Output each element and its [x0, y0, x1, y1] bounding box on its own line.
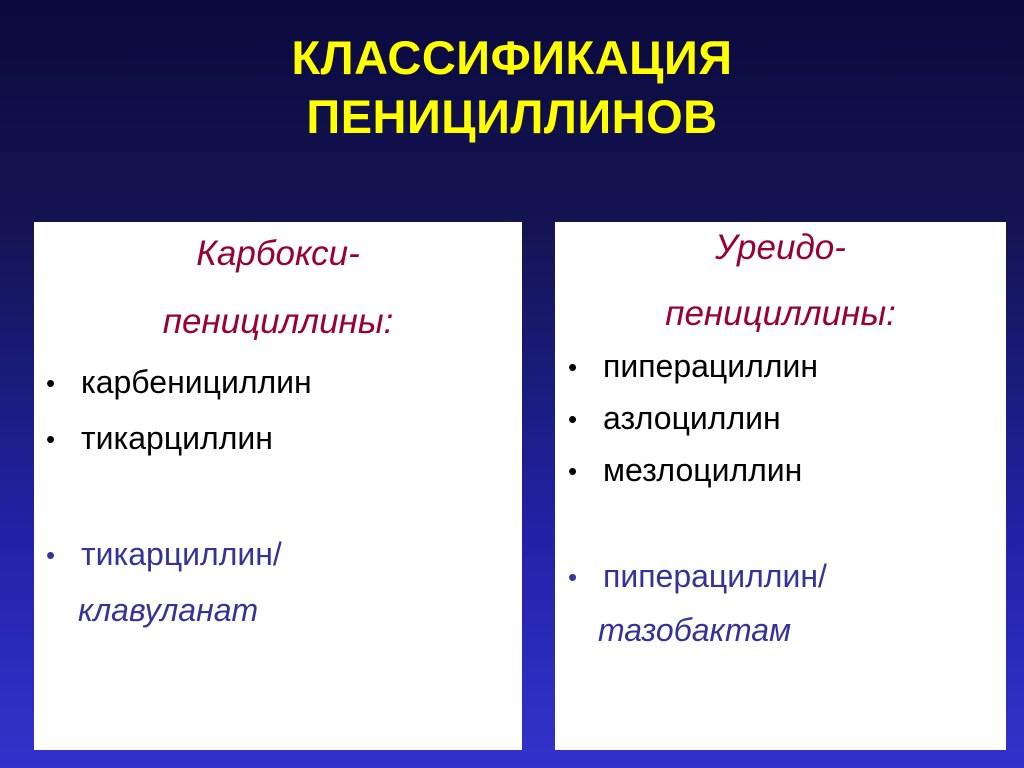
list-item: [568, 348, 819, 385]
title-line-1: КЛАССИФИКАЦИЯ: [291, 31, 733, 84]
list-item-label: мезлоциллин: [603, 452, 803, 488]
list-item-label: тикарциллин: [81, 420, 273, 456]
list-item-label: азлоциллин: [603, 400, 781, 436]
list-item-label: карбенициллин: [81, 364, 312, 400]
bullet-icon: •: [46, 424, 56, 454]
list-item-label: пиперациллин: [603, 348, 819, 384]
panel-heading-line-2: пенициллины:: [162, 302, 394, 341]
panel-heading-line-1: Уреидо-: [715, 228, 846, 267]
bullet-icon: •: [568, 456, 578, 486]
combination-item-label: пиперациллин/: [603, 558, 827, 594]
bullet-icon: •: [568, 404, 578, 434]
list-item: [568, 452, 803, 489]
list-item: [568, 400, 781, 437]
bullet-icon: •: [568, 562, 578, 592]
title-line-2: ПЕНИЦИЛЛИНОВ: [306, 90, 718, 143]
bullet-icon: •: [568, 352, 578, 382]
bullet-icon: •: [46, 368, 56, 398]
combination-item-continuation: клавуланат: [78, 592, 259, 628]
slide-title: [0, 28, 1024, 146]
ureido-penicillins-panel: [555, 222, 1006, 750]
list-item: [46, 420, 273, 457]
list-item: [46, 364, 312, 401]
combination-item-label: тикарциллин/: [81, 536, 282, 572]
carboxy-penicillins-panel: [34, 222, 522, 750]
panel-heading-line-2: пенициллины:: [665, 294, 896, 333]
bullet-icon: •: [46, 540, 56, 570]
combination-item: [46, 536, 282, 573]
combination-item-continuation: тазобактам: [598, 612, 791, 648]
combination-item: [568, 558, 827, 595]
panel-heading-line-1: Карбокси-: [196, 234, 360, 273]
